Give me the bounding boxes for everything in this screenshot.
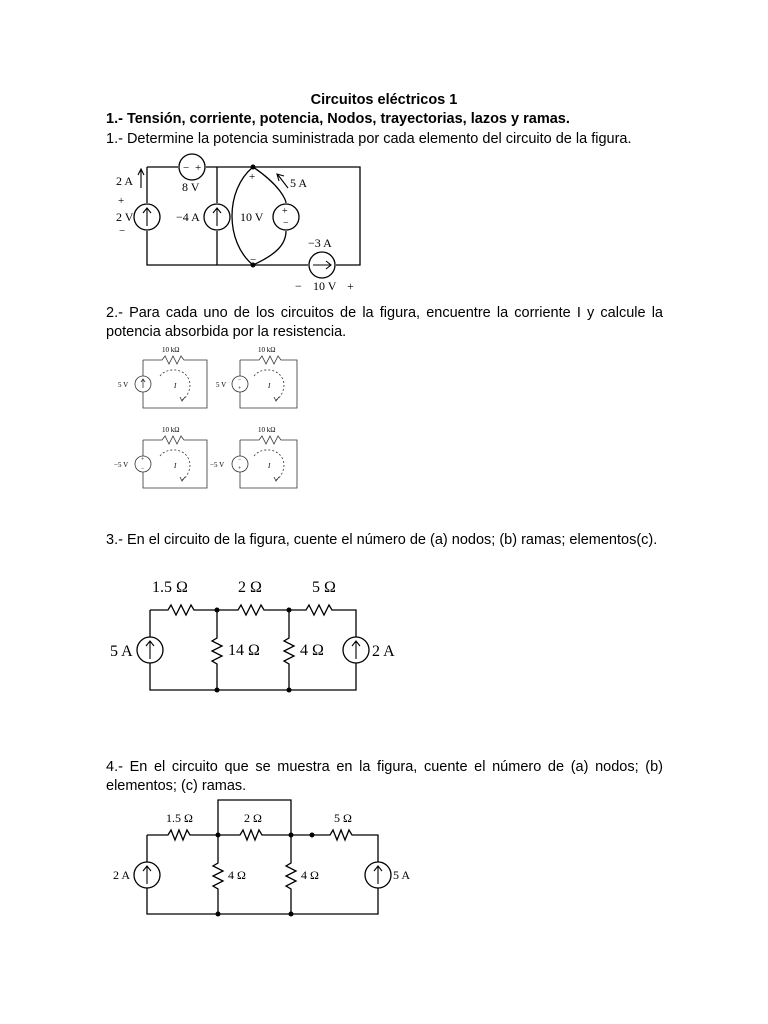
fig4-r3-label: 5 Ω xyxy=(334,811,352,825)
label-minus-bot: − xyxy=(295,279,302,293)
svg-text:+: + xyxy=(238,386,242,392)
label-minus-left: − xyxy=(119,225,126,237)
label-10v: 10 V xyxy=(240,210,264,224)
label-neg3a: −3 A xyxy=(308,236,332,250)
c2d-current-label: I xyxy=(268,462,271,470)
label-plus-left: + xyxy=(118,195,125,207)
fig3-r3-label: 5 Ω xyxy=(312,579,336,596)
svg-text:−: − xyxy=(183,162,190,174)
problem-2-text: 2.- Para cada uno de los circuitos de la figura, encuentre la corriente I y calcule la potencia absorbida por la resistencia. xyxy=(106,305,663,340)
label-plus-bot: + xyxy=(347,279,354,293)
svg-text:+: + xyxy=(238,466,242,472)
fig3-r5-label: 4 Ω xyxy=(300,642,324,659)
label-5a: 5 A xyxy=(290,176,308,190)
label-plus-top: + xyxy=(249,171,256,183)
svg-text:−: − xyxy=(141,466,145,472)
c2c-voltage-label: −5 V xyxy=(114,461,129,469)
c2d-resistor-label: 10 kΩ xyxy=(258,426,276,434)
fig4-r5-label: 4 Ω xyxy=(301,868,319,882)
c2b-current-label: I xyxy=(268,382,271,390)
c2b-resistor-label: 10 kΩ xyxy=(258,346,276,354)
fig3-s1-label: 5 A xyxy=(110,643,133,660)
problem-3-text: 3.- En el circuito de la figura, cuente el número de (a) nodos; (b) ramas; elementos(c). xyxy=(106,532,658,548)
fig3-s2-label: 2 A xyxy=(372,643,395,660)
fig3-r1-label: 1.5 Ω xyxy=(152,579,188,596)
c2d-voltage-label: −5 V xyxy=(210,461,225,469)
problem-1-text: 1.- Determine la potencia suministrada por cada elemento del circuito de la figura. xyxy=(106,131,632,147)
svg-text:+: + xyxy=(282,206,288,217)
c2c-current-label: I xyxy=(174,462,177,470)
label-8v: 8 V xyxy=(182,180,200,194)
c2a-resistor-label: 10 kΩ xyxy=(162,346,180,354)
fig4-s1-label: 2 A xyxy=(113,868,131,882)
label-minus-bottom: − xyxy=(250,254,257,266)
fig4-r2-label: 2 Ω xyxy=(244,811,262,825)
label-2v: 2 V xyxy=(116,210,134,224)
c2c-resistor-label: 10 kΩ xyxy=(162,426,180,434)
svg-text:+: + xyxy=(195,162,202,174)
fig4-r4-label: 4 Ω xyxy=(228,868,246,882)
svg-text:+: + xyxy=(141,457,145,463)
fig4-s2-label: 5 A xyxy=(393,868,411,882)
c2b-voltage-label: 5 V xyxy=(216,381,227,389)
label-2a: 2 A xyxy=(116,174,134,188)
page-title: Circuitos eléctricos 1 xyxy=(310,92,458,108)
svg-text:−: − xyxy=(238,377,242,383)
fig3-r2-label: 2 Ω xyxy=(238,579,262,596)
svg-text:−: − xyxy=(283,218,289,229)
svg-text:−: − xyxy=(238,457,242,463)
section-heading: 1.- Tensión, corriente, potencia, Nodos, trayectorias, lazos y ramas. xyxy=(106,111,570,127)
fig4-r1-label: 1.5 Ω xyxy=(166,811,193,825)
label-neg4a: −4 A xyxy=(176,210,200,224)
problem-4-text: 4.- En el circuito que se muestra en la figura, cuente el número de (a) nodos; (b) elementos; (c) ramas. xyxy=(106,759,663,794)
c2a-voltage-label: 5 V xyxy=(118,381,129,389)
c2a-current-label: I xyxy=(174,382,177,390)
fig3-r4-label: 14 Ω xyxy=(228,642,260,659)
label-10v-bot: 10 V xyxy=(313,279,337,293)
